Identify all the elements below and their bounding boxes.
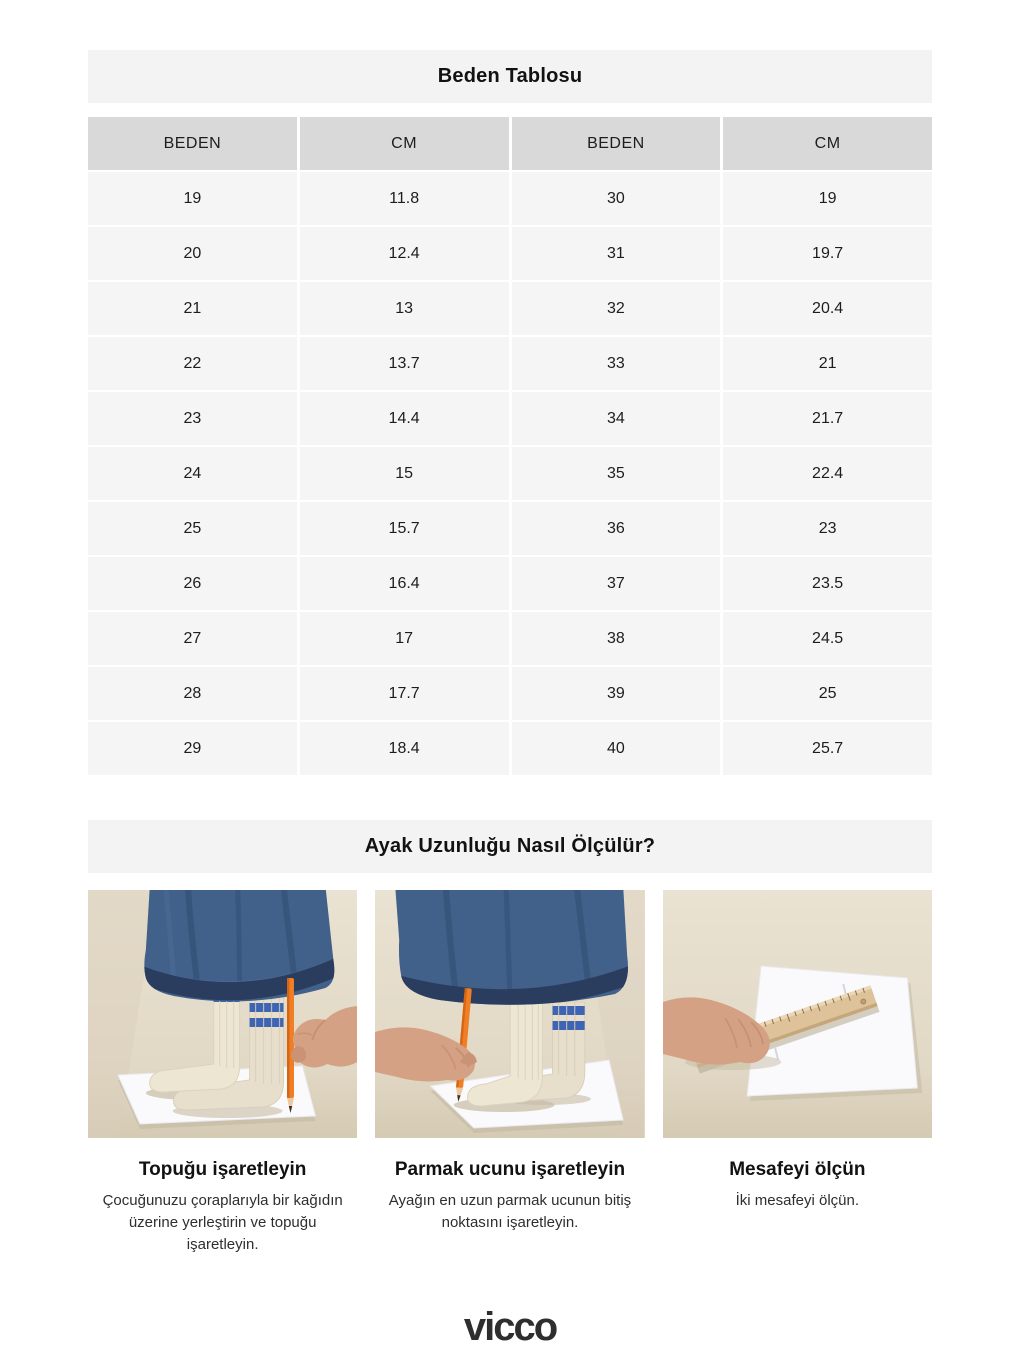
size-cell: 17.7 [300,667,509,720]
step-title: Parmak ucunu işaretleyin [394,1159,626,1180]
pencil-icon [287,978,294,1113]
size-cell: 21 [723,337,932,390]
size-cell: 25 [88,502,297,555]
size-cell: 15.7 [300,502,509,555]
size-cell: 33 [512,337,721,390]
size-table-header-row [88,117,932,170]
size-cell: 12.4 [300,227,509,280]
size-cell: 22.4 [723,447,932,500]
table-row [88,447,932,500]
mark-heel-photo [88,890,357,1138]
size-cell: 20.4 [723,282,932,335]
size-chart-header-bar [88,50,932,103]
measure-distance-illustration [663,890,932,1138]
size-cell: 24 [88,447,297,500]
howto-title: Ayak Uzunluğu Nasıl Ölçülür? [364,835,656,857]
size-cell: 19 [723,172,932,225]
size-cell: 16.4 [300,557,509,610]
size-cell: 13 [300,282,509,335]
size-cell: 23 [723,502,932,555]
size-cell: 36 [512,502,721,555]
howto-header-bar [88,820,932,873]
size-cell: 27 [88,612,297,665]
table-header-cell: BEDEN [88,117,297,170]
mark-toe-photo [375,890,644,1138]
size-cell: 23 [88,392,297,445]
table-header-cell: CM [300,117,509,170]
vicco-logo: vicco [463,1305,557,1349]
size-cell: 40 [512,722,721,775]
size-cell: 18.4 [300,722,509,775]
size-cell: 22 [88,337,297,390]
size-cell: 13.7 [300,337,509,390]
size-cell: 24.5 [723,612,932,665]
size-cell: 17 [300,612,509,665]
measure-distance-photo [663,890,932,1138]
table-header-cell: BEDEN [512,117,721,170]
size-cell: 21.7 [723,392,932,445]
size-cell: 38 [512,612,721,665]
table-row [88,502,932,555]
step-mark-heel [88,890,357,1256]
step-measure-distance [663,890,932,1256]
table-row [88,392,932,445]
table-row [88,337,932,390]
step-mark-toe [375,890,644,1256]
size-cell: 19 [88,172,297,225]
size-cell: 15 [300,447,509,500]
size-cell: 32 [512,282,721,335]
table-row [88,557,932,610]
size-cell: 25.7 [723,722,932,775]
step-description: Ayağın en uzun parmak ucunun bitiş noktasını işaretleyin. [388,1192,632,1231]
brand-footer [88,1304,932,1360]
table-row [88,282,932,335]
size-cell: 35 [512,447,721,500]
size-cell: 37 [512,557,721,610]
table-row [88,172,932,225]
size-cell: 14.4 [300,392,509,445]
howto-steps [88,890,932,1256]
size-table [88,117,932,775]
step-title: Mesafeyi ölçün [729,1159,866,1180]
step-description: Çocuğunuzu çoraplarıyla bir kağıdın üzerine yerleştirin ve topuğu işaretleyin. [102,1192,343,1253]
step-description: İki mesafeyi ölçün. [735,1192,860,1209]
table-row [88,612,932,665]
size-cell: 30 [512,172,721,225]
size-cell: 20 [88,227,297,280]
table-row [88,722,932,775]
size-chart-title: Beden Tablosu [437,65,583,87]
table-header-cell: CM [723,117,932,170]
table-row [88,667,932,720]
table-row [88,227,932,280]
size-cell: 25 [723,667,932,720]
step-title: Topuğu işaretleyin [138,1159,307,1180]
mark-heel-illustration [88,890,357,1138]
size-cell: 26 [88,557,297,610]
size-cell: 31 [512,227,721,280]
size-cell: 23.5 [723,557,932,610]
size-cell: 39 [512,667,721,720]
size-table-body [88,172,932,775]
size-cell: 34 [512,392,721,445]
size-cell: 21 [88,282,297,335]
mark-toe-illustration [375,890,644,1138]
size-cell: 19.7 [723,227,932,280]
size-cell: 28 [88,667,297,720]
size-cell: 11.8 [300,172,509,225]
size-cell: 29 [88,722,297,775]
